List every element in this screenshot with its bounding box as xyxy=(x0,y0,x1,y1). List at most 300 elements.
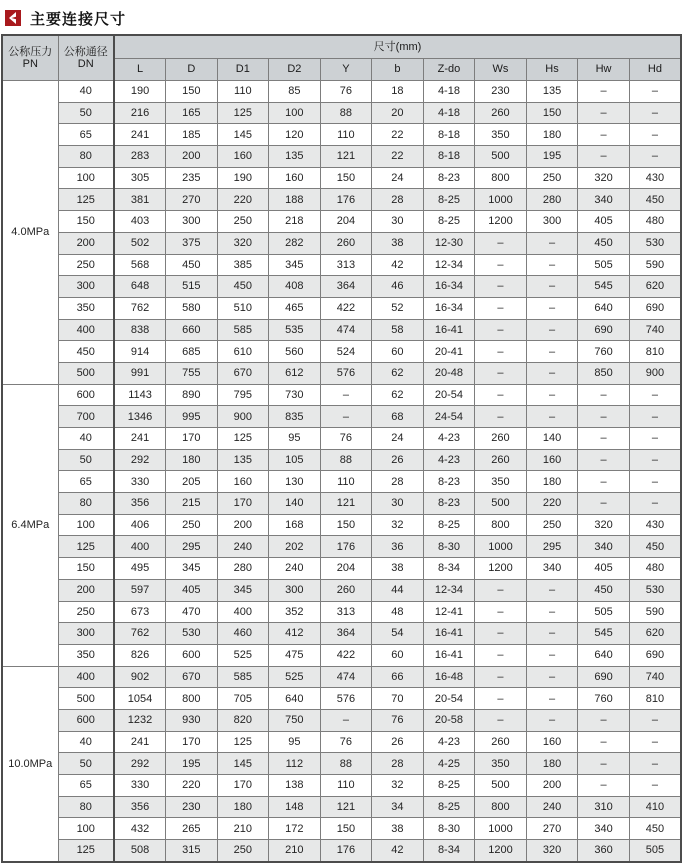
dim-cell: 850 xyxy=(578,362,630,384)
dim-cell: 430 xyxy=(629,167,681,189)
dim-cell: 260 xyxy=(475,428,527,450)
dim-cell: 330 xyxy=(114,471,166,493)
dim-cell: 130 xyxy=(269,471,321,493)
dim-cell: 125 xyxy=(217,428,269,450)
dim-cell: 690 xyxy=(578,666,630,688)
dim-cell: – xyxy=(629,384,681,406)
dim-cell: 160 xyxy=(217,146,269,168)
dim-cell: 500 xyxy=(475,775,527,797)
dim-cell: 260 xyxy=(320,579,372,601)
dim-cell: 185 xyxy=(166,124,218,146)
dim-cell: 310 xyxy=(578,796,630,818)
column-header-Y: Y xyxy=(320,58,372,81)
dn-cell: 125 xyxy=(58,189,114,211)
dim-cell: 640 xyxy=(578,297,630,319)
dim-cell: 8-18 xyxy=(423,124,475,146)
dim-cell: 8-25 xyxy=(423,775,475,797)
dim-cell: – xyxy=(526,254,578,276)
dim-cell: 568 xyxy=(114,254,166,276)
dim-cell: 1200 xyxy=(475,211,527,233)
dim-cell: 150 xyxy=(166,81,218,103)
dim-cell: 32 xyxy=(372,775,424,797)
dim-cell: 740 xyxy=(629,666,681,688)
dim-cell: 673 xyxy=(114,601,166,623)
table-row xyxy=(2,688,681,710)
dim-cell: 250 xyxy=(217,840,269,862)
dim-cell: 28 xyxy=(372,471,424,493)
dn-cell: 300 xyxy=(58,276,114,298)
dim-cell: 160 xyxy=(217,471,269,493)
dn-cell: 100 xyxy=(58,818,114,840)
dim-cell: 210 xyxy=(217,818,269,840)
dim-cell: 406 xyxy=(114,514,166,536)
dim-cell: 150 xyxy=(320,514,372,536)
dim-cell: 16-41 xyxy=(423,623,475,645)
dim-cell: 8-18 xyxy=(423,146,475,168)
table-row xyxy=(2,428,681,450)
dim-cell: 838 xyxy=(114,319,166,341)
dim-cell: 24-54 xyxy=(423,406,475,428)
dim-cell: – xyxy=(526,666,578,688)
dim-cell: 12-34 xyxy=(423,254,475,276)
dim-cell: 220 xyxy=(166,775,218,797)
dim-cell: 350 xyxy=(475,753,527,775)
dim-cell: 34 xyxy=(372,796,424,818)
dim-cell: 535 xyxy=(269,319,321,341)
dim-cell: 241 xyxy=(114,731,166,753)
dn-cell: 250 xyxy=(58,254,114,276)
dim-cell: 4-25 xyxy=(423,753,475,775)
dim-cell: 110 xyxy=(320,471,372,493)
table-row xyxy=(2,189,681,211)
dim-cell: 18 xyxy=(372,81,424,103)
dim-cell: 58 xyxy=(372,319,424,341)
dim-cell: 120 xyxy=(269,124,321,146)
dn-cell: 350 xyxy=(58,644,114,666)
table-row xyxy=(2,514,681,536)
dim-cell: 135 xyxy=(526,81,578,103)
dim-cell: 8-23 xyxy=(423,493,475,515)
dim-cell: – xyxy=(475,232,527,254)
table-row xyxy=(2,276,681,298)
header-row-1 xyxy=(2,35,681,58)
dn-cell: 500 xyxy=(58,688,114,710)
dim-cell: 640 xyxy=(578,644,630,666)
dim-cell: – xyxy=(526,362,578,384)
table-row xyxy=(2,536,681,558)
dim-cell: 44 xyxy=(372,579,424,601)
dim-cell: 95 xyxy=(269,731,321,753)
dim-cell: 300 xyxy=(269,579,321,601)
dim-cell: 8-25 xyxy=(423,211,475,233)
dim-cell: 220 xyxy=(526,493,578,515)
dim-cell: – xyxy=(526,341,578,363)
dim-cell: 8-25 xyxy=(423,189,475,211)
dim-cell: 530 xyxy=(629,232,681,254)
column-header-L: L xyxy=(114,58,166,81)
dim-cell: 200 xyxy=(217,514,269,536)
dim-cell: 180 xyxy=(526,753,578,775)
dim-cell: 125 xyxy=(217,731,269,753)
dim-cell: 20-54 xyxy=(423,688,475,710)
dim-cell: 150 xyxy=(320,167,372,189)
dim-cell: 500 xyxy=(475,146,527,168)
dim-cell: 340 xyxy=(578,189,630,211)
dim-cell: 160 xyxy=(269,167,321,189)
dim-cell: 345 xyxy=(269,254,321,276)
pressure-group-10.0MPa xyxy=(2,666,681,862)
dim-cell: 170 xyxy=(166,731,218,753)
dim-cell: 410 xyxy=(629,796,681,818)
table-row xyxy=(2,623,681,645)
dim-cell: – xyxy=(629,753,681,775)
dim-cell: 204 xyxy=(320,558,372,580)
dim-cell: 4-23 xyxy=(423,449,475,471)
dn-sub-label: DN xyxy=(77,58,94,70)
table-row xyxy=(2,471,681,493)
dim-cell: 690 xyxy=(629,297,681,319)
dim-cell: 150 xyxy=(526,102,578,124)
dn-cell: 50 xyxy=(58,753,114,775)
dim-cell: 260 xyxy=(475,731,527,753)
dn-cell: 700 xyxy=(58,406,114,428)
dim-cell: – xyxy=(578,775,630,797)
dim-cell: – xyxy=(629,102,681,124)
dim-cell: 330 xyxy=(114,775,166,797)
table-row xyxy=(2,493,681,515)
dim-cell: 20-58 xyxy=(423,709,475,731)
dim-cell: 160 xyxy=(526,731,578,753)
table-row xyxy=(2,341,681,363)
dim-cell: – xyxy=(526,384,578,406)
dim-cell: 340 xyxy=(578,536,630,558)
dim-cell: 265 xyxy=(166,818,218,840)
column-header-b: b xyxy=(372,58,424,81)
dim-cell: 260 xyxy=(320,232,372,254)
table-row xyxy=(2,102,681,124)
dim-cell: 88 xyxy=(320,449,372,471)
dim-cell: 495 xyxy=(114,558,166,580)
dim-cell: 730 xyxy=(269,384,321,406)
dim-cell: – xyxy=(629,471,681,493)
dn-cell: 65 xyxy=(58,124,114,146)
dim-cell: 670 xyxy=(166,666,218,688)
table-row xyxy=(2,840,681,862)
dn-cell: 200 xyxy=(58,232,114,254)
dim-cell: 612 xyxy=(269,362,321,384)
dim-cell: 176 xyxy=(320,536,372,558)
dim-cell: 364 xyxy=(320,276,372,298)
dim-cell: 525 xyxy=(269,666,321,688)
column-header-D1: D1 xyxy=(217,58,269,81)
dn-cell: 450 xyxy=(58,341,114,363)
dim-cell: 412 xyxy=(269,623,321,645)
dim-cell: – xyxy=(526,644,578,666)
dim-cell: 270 xyxy=(526,818,578,840)
column-header-D2: D2 xyxy=(269,58,321,81)
dim-cell: 375 xyxy=(166,232,218,254)
dim-cell: 32 xyxy=(372,514,424,536)
table-row xyxy=(2,319,681,341)
dim-cell: – xyxy=(475,276,527,298)
dim-cell: 250 xyxy=(217,211,269,233)
table-row xyxy=(2,384,681,406)
dim-cell: 76 xyxy=(320,428,372,450)
dim-cell: 502 xyxy=(114,232,166,254)
dim-cell: 180 xyxy=(217,796,269,818)
dim-cell: 364 xyxy=(320,623,372,645)
dim-cell: 230 xyxy=(166,796,218,818)
dim-cell: – xyxy=(475,644,527,666)
dim-cell: 4-18 xyxy=(423,102,475,124)
dim-cell: – xyxy=(578,493,630,515)
dim-cell: 180 xyxy=(526,471,578,493)
dim-cell: 26 xyxy=(372,449,424,471)
dim-cell: – xyxy=(320,406,372,428)
dim-cell: 474 xyxy=(320,319,372,341)
dim-cell: 295 xyxy=(526,536,578,558)
dim-cell: 1143 xyxy=(114,384,166,406)
column-header-Z-do: Z-do xyxy=(423,58,475,81)
dim-cell: 530 xyxy=(166,623,218,645)
dim-cell: – xyxy=(526,709,578,731)
dim-cell: – xyxy=(578,428,630,450)
table-row xyxy=(2,818,681,840)
dim-cell: 305 xyxy=(114,167,166,189)
table-row xyxy=(2,775,681,797)
dim-cell: 1000 xyxy=(475,818,527,840)
dim-cell: 145 xyxy=(217,753,269,775)
dim-cell: 914 xyxy=(114,341,166,363)
dim-cell: 12-41 xyxy=(423,601,475,623)
dim-cell: 12-30 xyxy=(423,232,475,254)
dim-cell: 835 xyxy=(269,406,321,428)
dim-cell: 524 xyxy=(320,341,372,363)
dim-cell: 235 xyxy=(166,167,218,189)
dim-cell: 200 xyxy=(526,775,578,797)
dim-cell: – xyxy=(475,254,527,276)
dim-cell: 670 xyxy=(217,362,269,384)
size-group-header: 尺寸(mm) xyxy=(114,35,681,58)
dim-cell: – xyxy=(578,471,630,493)
dim-cell: 475 xyxy=(269,644,321,666)
dim-cell: 422 xyxy=(320,297,372,319)
dim-cell: 405 xyxy=(578,558,630,580)
dim-cell: 110 xyxy=(320,124,372,146)
dim-cell: 62 xyxy=(372,362,424,384)
dim-cell: 140 xyxy=(269,493,321,515)
dim-cell: 408 xyxy=(269,276,321,298)
dim-cell: 560 xyxy=(269,341,321,363)
dim-cell: 20-41 xyxy=(423,341,475,363)
dim-cell: 465 xyxy=(269,297,321,319)
dim-cell: 545 xyxy=(578,623,630,645)
dim-cell: 450 xyxy=(629,189,681,211)
dim-cell: 30 xyxy=(372,493,424,515)
dim-cell: 30 xyxy=(372,211,424,233)
dim-cell: 176 xyxy=(320,189,372,211)
dim-cell: – xyxy=(526,297,578,319)
dn-cell: 40 xyxy=(58,731,114,753)
dim-cell: 1054 xyxy=(114,688,166,710)
dim-cell: – xyxy=(475,688,527,710)
table-row xyxy=(2,167,681,189)
dim-cell: – xyxy=(475,623,527,645)
dim-cell: 202 xyxy=(269,536,321,558)
dn-cell: 400 xyxy=(58,319,114,341)
dim-cell: 345 xyxy=(166,558,218,580)
dim-cell: 340 xyxy=(578,818,630,840)
dim-cell: 422 xyxy=(320,644,372,666)
dim-cell: 508 xyxy=(114,840,166,862)
dim-cell: 4-23 xyxy=(423,731,475,753)
dim-cell: 585 xyxy=(217,319,269,341)
dim-cell: 22 xyxy=(372,146,424,168)
table-row xyxy=(2,362,681,384)
dim-cell: 400 xyxy=(114,536,166,558)
dim-cell: – xyxy=(526,688,578,710)
dim-cell: 800 xyxy=(475,796,527,818)
dim-cell: 450 xyxy=(578,232,630,254)
dim-cell: 190 xyxy=(114,81,166,103)
column-header-Hd: Hd xyxy=(629,58,681,81)
dim-cell: 313 xyxy=(320,601,372,623)
dim-cell: 385 xyxy=(217,254,269,276)
pn-label: 公称压力 xyxy=(8,45,53,58)
pressure-label: 6.4MPa xyxy=(2,384,58,666)
dim-cell: 180 xyxy=(526,124,578,146)
dim-cell: 20-48 xyxy=(423,362,475,384)
dim-cell: 8-23 xyxy=(423,167,475,189)
dim-cell: 292 xyxy=(114,449,166,471)
red-bookmark-icon xyxy=(5,10,21,26)
table-row xyxy=(2,579,681,601)
dim-cell: 270 xyxy=(166,189,218,211)
dim-cell: 320 xyxy=(217,232,269,254)
dim-cell: 760 xyxy=(578,688,630,710)
dim-cell: 195 xyxy=(166,753,218,775)
dim-cell: 762 xyxy=(114,297,166,319)
dim-cell: 282 xyxy=(269,232,321,254)
dim-cell: – xyxy=(578,731,630,753)
dim-cell: 660 xyxy=(166,319,218,341)
dim-cell: 991 xyxy=(114,362,166,384)
dim-cell: 450 xyxy=(629,536,681,558)
dim-cell: 150 xyxy=(320,818,372,840)
dn-column-header xyxy=(58,35,114,81)
dim-cell: 295 xyxy=(166,536,218,558)
table-row xyxy=(2,644,681,666)
table-row xyxy=(2,254,681,276)
dim-cell: 215 xyxy=(166,493,218,515)
dim-cell: 66 xyxy=(372,666,424,688)
dim-cell: 810 xyxy=(629,688,681,710)
table-header xyxy=(2,35,681,81)
dim-cell: 320 xyxy=(526,840,578,862)
table-row xyxy=(2,709,681,731)
dim-cell: 590 xyxy=(629,254,681,276)
dn-cell: 125 xyxy=(58,536,114,558)
dim-cell: – xyxy=(526,601,578,623)
table-row xyxy=(2,232,681,254)
dn-cell: 80 xyxy=(58,146,114,168)
dim-cell: 585 xyxy=(217,666,269,688)
dim-cell: – xyxy=(526,406,578,428)
dim-cell: 620 xyxy=(629,623,681,645)
dim-cell: 165 xyxy=(166,102,218,124)
dim-cell: 610 xyxy=(217,341,269,363)
dim-cell: 36 xyxy=(372,536,424,558)
dim-cell: 125 xyxy=(217,102,269,124)
dim-cell: 340 xyxy=(526,558,578,580)
dim-cell: 100 xyxy=(269,102,321,124)
dim-cell: – xyxy=(629,81,681,103)
table-row xyxy=(2,146,681,168)
dim-cell: 54 xyxy=(372,623,424,645)
dim-cell: 576 xyxy=(320,362,372,384)
dim-cell: – xyxy=(629,493,681,515)
dim-cell: 8-30 xyxy=(423,818,475,840)
dim-cell: 576 xyxy=(320,688,372,710)
dim-cell: 405 xyxy=(578,211,630,233)
dim-cell: 690 xyxy=(629,644,681,666)
dim-cell: 762 xyxy=(114,623,166,645)
dim-cell: 381 xyxy=(114,189,166,211)
dim-cell: – xyxy=(578,753,630,775)
dim-cell: 16-41 xyxy=(423,644,475,666)
dim-cell: 176 xyxy=(320,840,372,862)
table-row xyxy=(2,449,681,471)
dim-cell: 16-48 xyxy=(423,666,475,688)
dim-cell: 16-34 xyxy=(423,276,475,298)
dim-cell: 705 xyxy=(217,688,269,710)
dim-cell: – xyxy=(475,319,527,341)
dim-cell: 200 xyxy=(166,146,218,168)
dim-cell: 350 xyxy=(475,471,527,493)
dim-cell: – xyxy=(629,406,681,428)
dim-cell: 8-30 xyxy=(423,536,475,558)
dim-cell: 205 xyxy=(166,471,218,493)
dim-cell: 755 xyxy=(166,362,218,384)
dim-cell: 800 xyxy=(475,167,527,189)
dim-cell: 580 xyxy=(166,297,218,319)
dn-cell: 65 xyxy=(58,775,114,797)
table-row xyxy=(2,124,681,146)
dim-cell: 320 xyxy=(578,167,630,189)
dn-cell: 250 xyxy=(58,601,114,623)
dim-cell: 460 xyxy=(217,623,269,645)
dim-cell: – xyxy=(578,81,630,103)
dim-cell: 480 xyxy=(629,211,681,233)
dim-cell: 8-23 xyxy=(423,471,475,493)
dim-cell: 826 xyxy=(114,644,166,666)
dim-cell: 432 xyxy=(114,818,166,840)
dim-cell: 620 xyxy=(629,276,681,298)
dim-cell: 60 xyxy=(372,341,424,363)
dim-cell: 525 xyxy=(217,644,269,666)
dim-cell: 160 xyxy=(526,449,578,471)
dn-cell: 80 xyxy=(58,796,114,818)
dim-cell: 210 xyxy=(269,840,321,862)
dim-cell: 76 xyxy=(320,731,372,753)
dim-cell: 1000 xyxy=(475,536,527,558)
dim-cell: 188 xyxy=(269,189,321,211)
table-row xyxy=(2,796,681,818)
dim-cell: 42 xyxy=(372,840,424,862)
dim-cell: 313 xyxy=(320,254,372,276)
dim-cell: 170 xyxy=(166,428,218,450)
dim-cell: – xyxy=(629,428,681,450)
